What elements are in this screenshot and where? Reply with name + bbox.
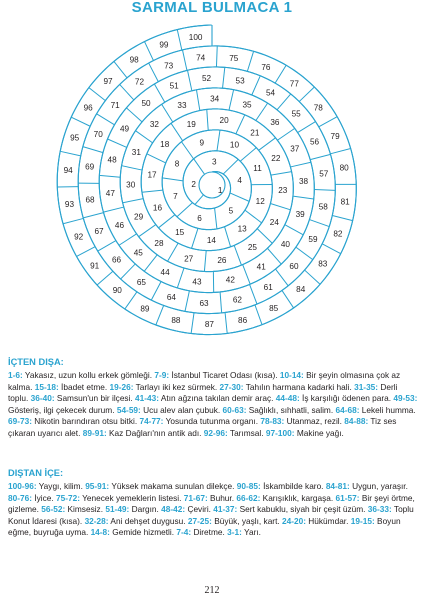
- cell-divider: [125, 292, 137, 309]
- cell-number: 48: [107, 155, 117, 165]
- clue-text: Gösteriş, ilgi çekecek durum.: [8, 404, 115, 415]
- cell-number: 74: [196, 53, 206, 63]
- cell-number: 68: [85, 195, 95, 205]
- cell-number: 33: [177, 101, 187, 111]
- cell-divider: [305, 270, 320, 284]
- clue-number: 14-8:: [90, 527, 110, 537]
- cell-divider: [149, 63, 159, 82]
- clue-text: Ani dehşet duygusu.: [110, 515, 186, 526]
- cell-divider: [108, 139, 127, 147]
- cell-number: 84: [296, 284, 306, 294]
- cell-number: 27: [184, 254, 194, 264]
- cell-divider: [309, 220, 329, 227]
- cell-number: 43: [192, 277, 202, 287]
- cell-number: 46: [114, 221, 125, 231]
- clue-text: Bir şeyin olmasına çok az kalma.: [8, 370, 401, 392]
- cell-divider: [168, 243, 179, 261]
- cell-number: 25: [247, 243, 257, 253]
- clue-text: Kimsesiz.: [67, 504, 104, 514]
- clue-text: Toplu Konut İdaresi (kısa).: [8, 504, 414, 526]
- clue-number: 41-37:: [213, 504, 238, 514]
- cell-number: 26: [217, 255, 227, 265]
- cell-number: 11: [253, 164, 262, 174]
- clue-number: 54-59:: [116, 404, 141, 415]
- clue-text: Bir şeyi örtme, gizleme.: [8, 492, 415, 514]
- cell-divider: [277, 94, 291, 110]
- cell-number: 95: [70, 133, 80, 143]
- clue-text: Dargın.: [131, 504, 159, 514]
- clue-text: Makine yağı.: [296, 427, 344, 438]
- cell-divider: [126, 108, 142, 122]
- cell-number: 36: [270, 117, 280, 127]
- cell-divider: [97, 114, 115, 125]
- cell-divider: [245, 210, 262, 223]
- cell-divider: [123, 199, 144, 203]
- cell-divider: [230, 193, 249, 201]
- outside-in-clue-list: [8, 481, 420, 539]
- cell-divider: [98, 241, 116, 252]
- clue-number: 84-81:: [325, 481, 350, 491]
- clue-text: İstanbul Ticaret Odası (kısa).: [171, 370, 278, 380]
- cell-number: 60: [289, 262, 299, 272]
- outside-in-heading: DIŞTAN İÇE:: [8, 468, 64, 478]
- cell-number: 6: [197, 213, 202, 223]
- cell-divider: [215, 208, 217, 229]
- clue-text: Gemide hizmetli.: [112, 527, 175, 537]
- cell-divider: [83, 213, 103, 218]
- clue-number: 27-25:: [187, 515, 212, 526]
- cell-number: 64: [166, 293, 176, 303]
- cell-divider: [114, 61, 127, 77]
- cell-number: 87: [204, 320, 214, 330]
- clue-number: 97-100:: [265, 427, 295, 438]
- cell-divider: [194, 159, 205, 175]
- cell-divider: [154, 84, 164, 102]
- cell-number: 5: [228, 206, 234, 216]
- cell-number: 100: [188, 32, 203, 42]
- cell-number: 35: [242, 100, 252, 110]
- clue-number: 32-28:: [84, 515, 109, 526]
- cell-divider: [290, 162, 310, 167]
- clue-number: 7-9:: [154, 370, 170, 380]
- cell-divider: [97, 271, 113, 285]
- cell-divider: [299, 87, 314, 102]
- clue-text: Buhur.: [210, 492, 235, 503]
- clue-text: Tiz ses çıkaran uyarıcı alet.: [8, 416, 397, 438]
- cell-number: 97: [103, 77, 113, 87]
- cell-divider: [196, 90, 199, 111]
- cell-divider: [120, 84, 134, 99]
- cell-divider: [207, 109, 208, 130]
- cell-number: 21: [250, 128, 260, 138]
- cell-divider: [243, 265, 251, 285]
- cell-number: 73: [164, 61, 174, 71]
- cell-divider: [136, 131, 153, 143]
- cell-number: 18: [160, 139, 170, 149]
- cell-divider: [151, 282, 161, 301]
- clue-number: 41-43:: [135, 393, 160, 403]
- clue-text: Uygun, yaraşır.: [352, 481, 408, 491]
- cell-number: 50: [141, 99, 151, 109]
- cell-number: 14: [206, 236, 216, 246]
- cell-number: 32: [149, 119, 159, 129]
- cell-divider: [177, 203, 193, 217]
- cell-divider: [285, 225, 303, 235]
- cell-divider: [270, 203, 290, 209]
- clue-number: 66-62:: [236, 492, 261, 503]
- cell-divider: [276, 269, 289, 286]
- spiral-cell-numbers: [64, 33, 351, 329]
- clue-text: Samsun'un bir ilçesi.: [56, 393, 133, 403]
- cell-number: 28: [154, 238, 164, 248]
- cell-number: 72: [134, 77, 145, 87]
- cell-number: 75: [229, 53, 239, 63]
- cell-divider: [330, 148, 350, 153]
- cell-divider: [259, 138, 276, 151]
- cell-divider: [240, 148, 256, 162]
- cell-number: 22: [271, 153, 281, 163]
- cell-divider: [177, 30, 182, 50]
- cell-number: 91: [90, 261, 100, 271]
- cell-number: 65: [136, 278, 146, 288]
- clue-number: 19-26:: [109, 381, 134, 392]
- cell-number: 1: [217, 185, 223, 195]
- clue-number: 1-6:: [8, 370, 23, 380]
- spiral-strand: [57, 25, 356, 335]
- cell-number: 9: [199, 138, 205, 148]
- cell-number: 58: [318, 202, 328, 212]
- cell-divider: [185, 291, 189, 312]
- cell-number: 67: [94, 227, 104, 237]
- cell-number: 12: [255, 197, 265, 207]
- cell-number: 49: [119, 124, 130, 134]
- cell-divider: [252, 76, 261, 95]
- cell-divider: [182, 50, 186, 71]
- clue-text: Nikotin barındıran otsu bitki.: [34, 416, 138, 426]
- cell-number: 56: [310, 137, 320, 147]
- cell-divider: [223, 67, 225, 88]
- clue-number: 36-33:: [367, 504, 392, 514]
- clue-number: 44-48:: [275, 393, 300, 403]
- cell-number: 90: [112, 286, 122, 296]
- clue-number: 100-96:: [8, 481, 37, 491]
- clue-number: 48-42:: [161, 504, 186, 514]
- cell-number: 52: [201, 73, 212, 83]
- cell-divider: [139, 225, 156, 237]
- spiral-lines: [57, 25, 356, 335]
- cell-divider: [225, 227, 231, 247]
- cell-number: 19: [186, 120, 196, 130]
- cell-number: 86: [238, 315, 248, 325]
- cell-divider: [60, 151, 81, 156]
- clue-text: Sert kabuklu, siyah bir çeşit üzüm.: [239, 504, 366, 514]
- cell-divider: [322, 244, 341, 254]
- cell-divider: [229, 90, 234, 110]
- inside-out-clue-list: [8, 370, 420, 439]
- cell-number: 99: [159, 40, 169, 50]
- cell-number: 2: [191, 180, 196, 189]
- cell-divider: [195, 195, 203, 205]
- clue-number: 60-63:: [222, 404, 247, 415]
- cell-number: 61: [263, 282, 273, 292]
- cell-number: 94: [63, 166, 73, 176]
- cell-number: 79: [330, 132, 340, 142]
- cell-divider: [171, 123, 183, 141]
- cell-number: 15: [175, 227, 185, 237]
- clue-text: Yenecek yemeklerin listesi.: [82, 492, 182, 503]
- puzzle-title: SARMAL BULMACA 1: [131, 0, 293, 16]
- cell-divider: [298, 122, 316, 133]
- cell-divider: [119, 234, 137, 245]
- cell-number: 89: [140, 304, 150, 314]
- clue-number: 49-53:: [393, 393, 418, 403]
- cell-divider: [162, 178, 183, 181]
- clue-text: Yaygı, kilim.: [38, 481, 83, 491]
- clue-text: Atın ağzına takılan demir araç.: [160, 393, 274, 403]
- cell-divider: [121, 264, 136, 279]
- cell-number: 54: [265, 88, 276, 98]
- cell-divider: [220, 292, 222, 313]
- cell-number: 82: [333, 229, 343, 239]
- cell-divider: [236, 115, 245, 134]
- cell-divider: [257, 229, 272, 244]
- clue-text: Tahılın harmana kadarki hali.: [245, 381, 352, 392]
- cell-number: 29: [134, 212, 144, 222]
- clue-number: 56-52:: [41, 504, 66, 514]
- clue-text: Derli toplu.: [8, 381, 398, 403]
- cell-divider: [187, 70, 191, 91]
- cell-number: 41: [256, 262, 266, 272]
- cell-number: 8: [174, 159, 180, 169]
- cell-divider: [71, 117, 90, 126]
- cell-divider: [216, 46, 217, 67]
- cell-number: 77: [289, 79, 299, 89]
- cell-divider: [192, 228, 198, 248]
- cell-divider: [156, 305, 164, 324]
- cell-divider: [310, 154, 330, 159]
- clue-number: 61-57:: [335, 492, 360, 503]
- cell-number: 81: [340, 197, 350, 207]
- clue-number: 7-4:: [176, 527, 192, 537]
- clue-text: İş karşılığı ödenen para.: [302, 393, 392, 403]
- clue-text: Karışıklık, kargaşa.: [262, 492, 334, 503]
- cell-number: 78: [313, 103, 323, 113]
- cell-number: 71: [110, 101, 120, 111]
- clue-number: 95-91:: [85, 481, 110, 491]
- cell-number: 30: [126, 180, 136, 190]
- clue-text: Kaz Dağları'nın antik adı.: [109, 427, 202, 438]
- cell-number: 24: [269, 218, 279, 228]
- spiral-strand: [57, 25, 356, 335]
- clue-number: 24-20:: [282, 515, 306, 526]
- clue-text: İyice.: [34, 492, 54, 503]
- clue-text: Tarımsal.: [229, 427, 264, 438]
- cell-number: 55: [291, 109, 301, 119]
- cell-divider: [144, 255, 157, 272]
- cell-divider: [223, 159, 238, 174]
- inside-out-heading: İÇTEN DIŞA:: [8, 357, 64, 367]
- cell-number: 13: [237, 224, 247, 234]
- cell-divider: [256, 103, 268, 120]
- clue-number: 27-30:: [219, 381, 244, 392]
- cell-divider: [159, 215, 175, 228]
- clue-text: Lekeli humma.: [361, 404, 416, 415]
- page-number: 212: [204, 585, 220, 596]
- clue-text: İskambilde karo.: [263, 481, 324, 491]
- cell-divider: [162, 104, 173, 122]
- clue-number: 71-67:: [183, 492, 208, 503]
- clue-number: 90-85:: [236, 481, 261, 491]
- cell-number: 93: [64, 200, 75, 210]
- cell-divider: [217, 130, 220, 151]
- cell-number: 42: [225, 275, 235, 285]
- cell-divider: [142, 190, 163, 192]
- cell-divider: [204, 251, 206, 272]
- cell-divider: [234, 245, 241, 265]
- cell-number: 39: [295, 210, 305, 220]
- clue-number: 51-49:: [105, 504, 130, 514]
- cell-divider: [319, 117, 337, 127]
- cell-divider: [191, 313, 194, 334]
- clue-text: Hükümdar.: [308, 515, 349, 526]
- cell-divider: [247, 51, 253, 71]
- cell-number: 47: [105, 189, 115, 199]
- cell-number: 23: [278, 185, 288, 195]
- clue-number: 69-73:: [8, 416, 32, 426]
- cell-divider: [77, 247, 96, 257]
- cell-number: 40: [280, 239, 290, 249]
- clue-text: Diretme.: [193, 527, 225, 537]
- clue-number: 84-88:: [344, 416, 369, 426]
- cell-number: 7: [173, 192, 178, 202]
- cell-divider: [282, 290, 294, 307]
- clue-text: Utanmaz, rezil.: [286, 416, 342, 426]
- cell-divider: [332, 215, 352, 220]
- clue-text: Tarlayı iki kez sürmek.: [135, 381, 218, 392]
- cell-number: 59: [308, 234, 318, 244]
- cell-number: 76: [261, 62, 271, 72]
- cell-divider: [63, 218, 83, 223]
- cell-divider: [83, 147, 103, 153]
- clue-text: Büyük, yaşlı, kart.: [214, 515, 280, 526]
- cell-number: 62: [232, 295, 242, 305]
- cell-number: 16: [152, 203, 163, 213]
- clue-number: 31-35:: [354, 381, 379, 392]
- cell-divider: [277, 128, 294, 140]
- cell-divider: [103, 207, 123, 212]
- cell-divider: [267, 248, 281, 264]
- cell-number: 70: [93, 130, 103, 140]
- cell-number: 53: [235, 76, 245, 86]
- cell-number: 66: [111, 255, 122, 265]
- clue-text: Yüksek makama sunulan dilekçe.: [111, 481, 235, 491]
- cell-divider: [296, 247, 313, 260]
- cell-number: 92: [74, 232, 84, 242]
- cell-number: 3: [211, 157, 217, 167]
- cell-divider: [99, 175, 120, 177]
- cell-divider: [122, 166, 143, 170]
- clue-text: Yosunda tutunma organı.: [165, 416, 259, 426]
- cell-number: 57: [319, 169, 329, 179]
- cell-number: 45: [133, 248, 143, 258]
- clue-text: İbadet etme.: [61, 381, 108, 392]
- cell-number: 96: [83, 103, 93, 113]
- cell-divider: [147, 154, 166, 163]
- cell-number: 83: [318, 259, 328, 269]
- cell-number: 20: [219, 116, 229, 125]
- cell-divider: [250, 284, 257, 304]
- clue-text: Ucu alev alan çubuk.: [143, 404, 221, 415]
- spiral-grid: [0, 14, 424, 352]
- clue-number: 36-40:: [30, 393, 55, 403]
- cell-number: 34: [210, 94, 220, 104]
- cell-number: 17: [147, 170, 157, 180]
- clue-number: 15-18:: [34, 381, 59, 392]
- cell-number: 88: [171, 316, 181, 326]
- cell-number: 31: [131, 147, 141, 157]
- cell-divider: [271, 172, 292, 175]
- clue-number: 78-83:: [260, 416, 285, 426]
- cell-number: 44: [160, 267, 170, 277]
- clue-number: 64-68:: [335, 404, 360, 415]
- clue-number: 75-72:: [55, 492, 80, 503]
- clue-number: 92-96:: [203, 427, 228, 438]
- clue-number: 10-14:: [279, 370, 304, 380]
- cell-number: 4: [237, 175, 242, 185]
- clue-text: Boyun eğme, buyruğa uyma.: [8, 515, 401, 537]
- clue-text: Çeviri.: [187, 504, 211, 514]
- clue-number: 19-15:: [350, 515, 375, 526]
- cell-number: 38: [298, 176, 309, 186]
- cell-divider: [89, 88, 105, 101]
- cell-divider: [255, 305, 262, 325]
- cell-number: 80: [339, 163, 349, 173]
- spiral-cell-dividers: [57, 25, 356, 334]
- inside-out-clues: [8, 357, 420, 439]
- clue-number: 89-91:: [82, 427, 107, 438]
- cell-number: 51: [169, 81, 179, 91]
- clue-number: 80-76:: [8, 492, 32, 503]
- clue-number: 3-1:: [227, 527, 242, 537]
- cell-divider: [225, 312, 227, 333]
- cell-number: 37: [290, 144, 300, 154]
- cell-number: 63: [199, 298, 209, 308]
- cell-divider: [181, 142, 193, 159]
- clue-text: Sağlıklı, sıhhatli, salim.: [248, 404, 334, 415]
- clue-number: 74-77:: [139, 416, 164, 426]
- cell-divider: [314, 190, 335, 191]
- cell-number: 98: [129, 55, 139, 65]
- cell-number: 85: [269, 303, 279, 313]
- cell-divider: [293, 196, 314, 199]
- clue-text: Yarı.: [244, 527, 261, 537]
- cell-number: 10: [229, 140, 240, 150]
- clue-text: Yakasız, uzun kollu erkek gömleği.: [24, 370, 153, 380]
- cell-divider: [177, 268, 184, 288]
- outside-in-clues: [8, 468, 420, 539]
- cell-divider: [275, 65, 286, 83]
- cell-divider: [145, 42, 154, 61]
- cell-number: 69: [85, 162, 95, 172]
